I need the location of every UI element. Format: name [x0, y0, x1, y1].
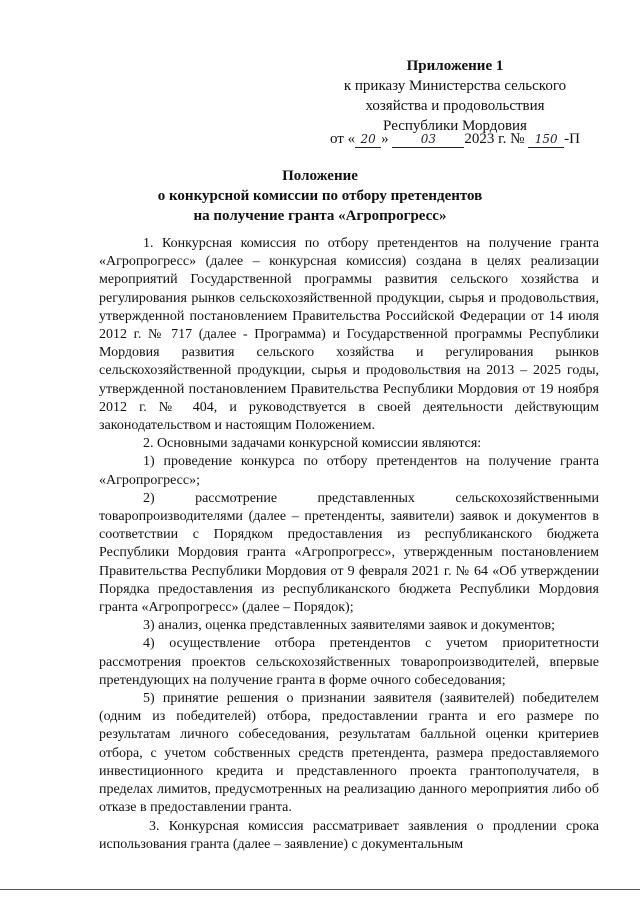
- page-bottom-rule: [0, 889, 640, 890]
- appendix-line-3: Республики Мордовия: [383, 118, 527, 134]
- order-year: 2023 г. №: [464, 131, 525, 147]
- title-line-3: на получение гранта «Агропрогресс»: [193, 208, 447, 224]
- order-date-line: [330, 129, 580, 149]
- document-title: [0, 166, 640, 226]
- list-item-4: 4) осуществление отбора претендентов с учетом приоритетности рассмотрения проектов сельскохозяйственных товаропроизводителей, впервые претендующих на получение гранта в форме очного собеседования;: [99, 636, 599, 688]
- order-number: 150: [528, 131, 564, 148]
- list-item-5: 5) принятие решения о признании заявителя (заявителей) победителем (одним из победителей) отбора, предоставлении гранта и его размере по результатам личного собеседования, результатам балльной оценки критериев отбора, с учетом собственных средств претендента, размера предоставляемого инвестиционного кредита и представленного проекта грантополучателя, в пределах лимитов, предусмотренных на реализацию данного мероприятия либо об отказе в предоставлении гранта.: [99, 691, 599, 816]
- appendix-line-2: хозяйства и продовольствия: [365, 98, 545, 114]
- order-mid: »: [381, 131, 389, 147]
- appendix-header: [325, 56, 585, 136]
- list-item-1: 1) проведение конкурса по отбору претендентов на получение гранта «Агропрогресс»;: [99, 454, 599, 488]
- document-body: [99, 235, 599, 854]
- appendix-title: Приложение 1: [406, 58, 504, 74]
- order-prefix: от «: [330, 131, 356, 147]
- order-suffix: -П: [564, 131, 580, 147]
- appendix-line-1: к приказу Министерства сельского: [343, 78, 567, 94]
- list-item-2: 2) рассмотрение представленных сельскохозяйственными товаропроизводителями (далее – претенденты, заявители) заявок и документов в соответствии с Порядком предоставления из республиканского бюджета Республики Мордовия гранта «Агропрогресс», утвержденным постановлением Правительства Республики Мордовия от 9 февраля 2021 г. № 64 «Об утверждении Порядка предоставления из республиканского бюджета Республики Мордовия гранта «Агропрогресс» (далее – Порядок);: [99, 490, 599, 616]
- paragraph-1: 1. Конкурсная комиссия по отбору претендентов на получение гранта «Агропрогресс» (далее – конкурсная комиссия) создана в целях реализации мероприятий Государственной программы развития сельского хозяйства и регулирования рынков сельскохозяйственной продукции, сырья и продовольствия, утвержденной постановлением Правительства Российской Федерации от 14 июля 2012 г. № 717 (далее - Программа) и Государственной программы Республики Мордовия развития сельского хозяйства и регулирования рынков сельскохозяйственной продукции, сырья и продовольствия на 2013 – 2025 годы, утвержденной постановлением Правительства Республики Мордовия от 19 ноября 2012 г. № 404, и руководствуется в своей деятельности действующим законодательством и настоящим Положением.: [99, 236, 599, 434]
- list-item-3: 3) анализ, оценка представленных заявителями заявок и документов;: [143, 618, 556, 634]
- title-line-2: о конкурсной комиссии по отбору претендентов: [157, 188, 483, 204]
- title-line-1: Положение: [282, 168, 358, 184]
- paragraph-2: 2. Основными задачами конкурсной комиссии являются:: [143, 436, 482, 452]
- order-month: 03: [392, 131, 464, 148]
- paragraph-3: 3. Конкурсная комиссия рассматривает заявления о продлении срока использования гранта (далее – заявление) с документальным: [99, 818, 599, 852]
- order-day: 20: [355, 131, 381, 148]
